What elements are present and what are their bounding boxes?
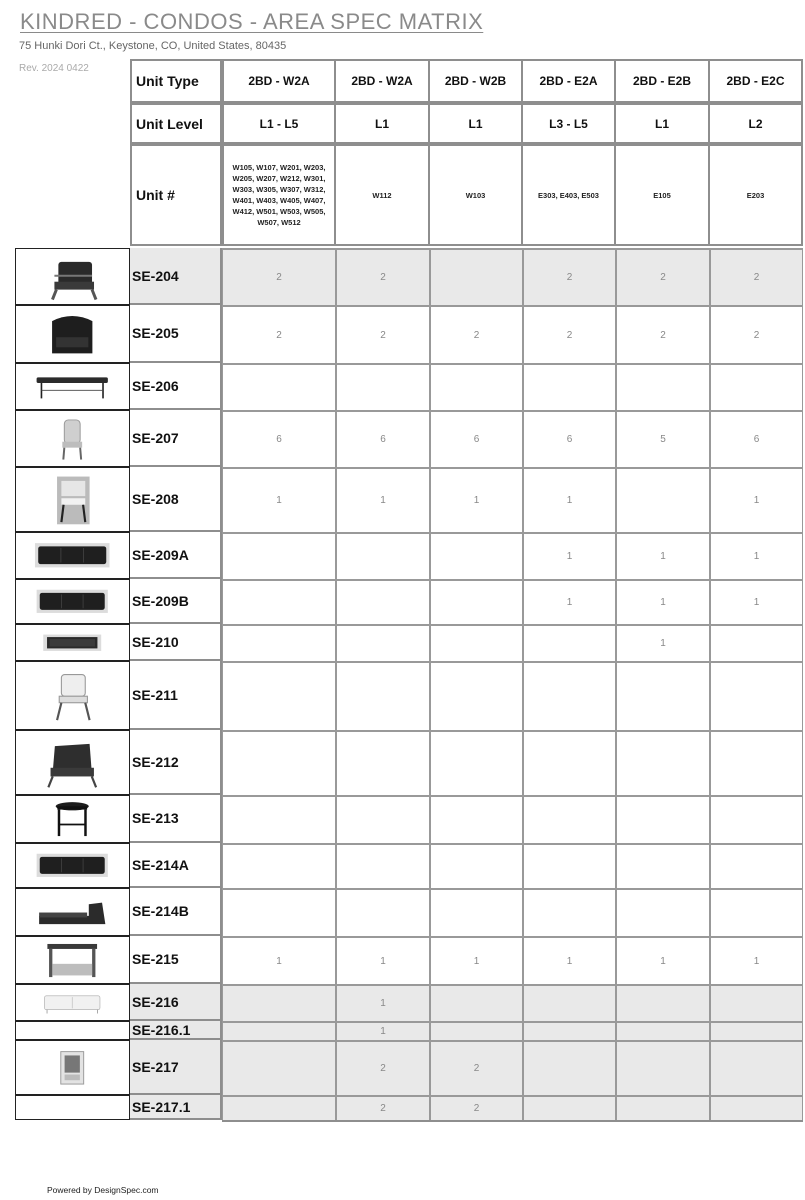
unit-type-header: 2BD - E2A <box>521 59 616 103</box>
item-code[interactable]: SE-213 <box>130 795 222 843</box>
item-thumbnail <box>15 1040 130 1095</box>
quantity-cell: 2 <box>336 1095 430 1120</box>
quantity-cell <box>523 843 616 888</box>
item-code[interactable]: SE-209B <box>130 579 222 624</box>
table-row <box>0 532 805 579</box>
quantity-cell: 1 <box>710 532 803 579</box>
quantity-cell: 2 <box>222 305 336 363</box>
unit-numbers-header: E303, E403, E503 <box>521 144 616 246</box>
table-row <box>0 467 805 532</box>
table-row <box>0 730 805 795</box>
lounge-chair-icon <box>18 252 126 302</box>
quantity-cell <box>222 1040 336 1095</box>
unit-numbers-header: E203 <box>708 144 803 246</box>
quantity-cell: 1 <box>616 532 710 579</box>
quantity-cell <box>616 1040 710 1095</box>
quantity-cell: 1 <box>616 936 710 984</box>
unit-type-header: 2BD - W2B <box>428 59 523 103</box>
table-row <box>0 305 805 363</box>
table-row <box>0 624 805 661</box>
quantity-cell: 2 <box>616 305 710 363</box>
revision-label: Rev. 2024 0422 <box>19 63 89 74</box>
quantity-cell <box>430 661 523 730</box>
table-row <box>0 936 805 984</box>
quantity-cell <box>710 984 803 1021</box>
item-code[interactable]: SE-217.1 <box>130 1095 222 1120</box>
quantity-cell <box>336 730 430 795</box>
quantity-cell: 2 <box>430 305 523 363</box>
quantity-cell <box>336 888 430 936</box>
unit-number-label: Unit # <box>130 144 222 246</box>
quantity-cell: 5 <box>616 410 710 467</box>
quantity-cell: 6 <box>222 410 336 467</box>
quantity-cell <box>523 795 616 843</box>
item-thumbnail <box>15 661 130 730</box>
unit-numbers-header: W105, W107, W201, W203, W205, W207, W212, W301, W303, W305, W307, W312, W401, W403, W405, W407, W412, W501, W503, W505, W507, W512 <box>222 144 336 246</box>
item-thumbnail <box>15 248 130 305</box>
quantity-cell <box>523 1095 616 1120</box>
item-code[interactable]: SE-207 <box>130 410 222 467</box>
item-thumbnail <box>15 305 130 363</box>
unit-level-label: Unit Level <box>130 103 222 144</box>
quantity-cell: 1 <box>523 532 616 579</box>
quantity-cell <box>430 624 523 661</box>
quantity-cell <box>616 1095 710 1120</box>
quantity-cell <box>523 730 616 795</box>
quantity-cell <box>430 984 523 1021</box>
item-thumbnail <box>15 795 130 843</box>
item-code[interactable]: SE-204 <box>130 248 222 305</box>
quantity-cell <box>710 1040 803 1095</box>
quantity-cell <box>523 661 616 730</box>
sofa-icon <box>18 582 126 621</box>
item-code[interactable]: SE-205 <box>130 305 222 363</box>
quantity-cell <box>710 795 803 843</box>
table-row <box>0 984 805 1021</box>
quantity-cell <box>616 363 710 410</box>
console-table-icon <box>18 939 126 980</box>
quantity-cell <box>616 1021 710 1040</box>
quantity-cell <box>222 661 336 730</box>
powered-by-footer[interactable]: Powered by DesignSpec.com <box>47 1185 159 1195</box>
quantity-cell: 1 <box>616 624 710 661</box>
item-thumbnail <box>15 984 130 1021</box>
unit-type-header: 2BD - W2A <box>222 59 336 103</box>
stool-icon <box>18 798 126 839</box>
quantity-cell <box>710 661 803 730</box>
quantity-cell <box>222 888 336 936</box>
quantity-cell <box>222 843 336 888</box>
quantity-cell: 2 <box>336 305 430 363</box>
item-thumbnail <box>15 1021 130 1040</box>
item-code[interactable]: SE-216.1 <box>130 1021 222 1040</box>
quantity-cell <box>710 888 803 936</box>
unit-type-header: 2BD - E2C <box>708 59 803 103</box>
item-code[interactable]: SE-214A <box>130 843 222 888</box>
table-row <box>0 1021 805 1040</box>
quantity-cell: 2 <box>430 1095 523 1120</box>
quantity-cell <box>616 795 710 843</box>
quantity-cell <box>710 1021 803 1040</box>
table-row <box>0 248 805 305</box>
unit-level-header: L2 <box>708 103 803 144</box>
quantity-cell: 1 <box>523 579 616 624</box>
quantity-cell: 1 <box>710 467 803 532</box>
table-bottom-border <box>222 1120 803 1122</box>
quantity-cell <box>336 363 430 410</box>
quantity-cell: 2 <box>523 305 616 363</box>
quantity-cell: 6 <box>523 410 616 467</box>
table-row <box>0 579 805 624</box>
quantity-cell <box>523 624 616 661</box>
quantity-cell <box>430 579 523 624</box>
side-chair-icon <box>18 665 126 725</box>
quantity-cell: 6 <box>336 410 430 467</box>
quantity-cell <box>336 532 430 579</box>
unit-type-header: 2BD - E2B <box>614 59 710 103</box>
quantity-cell <box>710 624 803 661</box>
page-title: KINDRED - CONDOS - AREA SPEC MATRIX <box>20 9 484 34</box>
quantity-cell: 2 <box>222 248 336 305</box>
quantity-cell <box>222 730 336 795</box>
quantity-cell <box>430 843 523 888</box>
table-row <box>0 1095 805 1120</box>
quantity-cell: 1 <box>222 936 336 984</box>
item-thumbnail <box>15 888 130 936</box>
quantity-cell: 1 <box>616 579 710 624</box>
quantity-cell <box>710 843 803 888</box>
outdoor-chair-icon <box>18 1044 126 1092</box>
quantity-cell <box>336 624 430 661</box>
quantity-cell <box>523 1021 616 1040</box>
quantity-cell: 1 <box>222 467 336 532</box>
quantity-cell: 1 <box>523 467 616 532</box>
item-code[interactable]: SE-209A <box>130 532 222 579</box>
quantity-cell <box>616 467 710 532</box>
quantity-cell: 6 <box>430 410 523 467</box>
unit-numbers-header: W103 <box>428 144 523 246</box>
quantity-cell <box>616 843 710 888</box>
quantity-cell: 1 <box>710 579 803 624</box>
quantity-cell: 1 <box>430 467 523 532</box>
unit-numbers-header: W112 <box>334 144 430 246</box>
item-thumbnail <box>15 936 130 984</box>
bench-icon <box>18 366 126 407</box>
quantity-cell: 2 <box>336 248 430 305</box>
unit-level-header: L3 - L5 <box>521 103 616 144</box>
counter-stool-icon <box>18 471 126 528</box>
quantity-cell <box>616 730 710 795</box>
item-code[interactable]: SE-208 <box>130 467 222 532</box>
item-thumbnail <box>15 363 130 410</box>
quantity-cell <box>430 532 523 579</box>
quantity-cell <box>222 363 336 410</box>
quantity-cell <box>336 579 430 624</box>
table-row <box>0 661 805 730</box>
quantity-cell <box>336 661 430 730</box>
quantity-cell <box>222 579 336 624</box>
dining-chair-icon <box>18 414 126 464</box>
item-code[interactable]: SE-216 <box>130 984 222 1021</box>
ottoman-icon <box>18 627 126 659</box>
quantity-cell: 1 <box>430 936 523 984</box>
quantity-cell <box>222 624 336 661</box>
quantity-cell: 2 <box>710 305 803 363</box>
item-thumbnail <box>15 1095 130 1120</box>
quantity-cell: 2 <box>430 1040 523 1095</box>
item-code[interactable]: SE-210 <box>130 624 222 661</box>
item-code[interactable]: SE-217 <box>130 1040 222 1095</box>
unit-numbers-header: E105 <box>614 144 710 246</box>
quantity-cell <box>710 1095 803 1120</box>
quantity-cell: 1 <box>336 467 430 532</box>
quantity-cell: 6 <box>710 410 803 467</box>
quantity-cell <box>430 730 523 795</box>
quantity-cell: 1 <box>336 1021 430 1040</box>
item-code[interactable]: SE-214B <box>130 888 222 936</box>
sofa-icon <box>18 846 126 885</box>
quantity-cell <box>523 1040 616 1095</box>
quantity-cell <box>222 795 336 843</box>
sofa-icon <box>18 535 126 576</box>
label-bottom-border <box>15 1119 130 1120</box>
quantity-cell: 1 <box>523 936 616 984</box>
unit-level-header: L1 <box>428 103 523 144</box>
quantity-cell <box>430 1021 523 1040</box>
swivel-chair-icon <box>18 309 126 359</box>
unit-level-header: L1 <box>614 103 710 144</box>
quantity-cell: 2 <box>523 248 616 305</box>
quantity-cell <box>336 843 430 888</box>
quantity-cell <box>710 363 803 410</box>
quantity-cell <box>222 984 336 1021</box>
accent-chair-icon <box>18 734 126 791</box>
unit-type-label: Unit Type <box>130 59 222 103</box>
quantity-cell <box>222 1095 336 1120</box>
quantity-cell <box>616 661 710 730</box>
white-sofa-icon <box>18 987 126 1019</box>
quantity-cell <box>336 795 430 843</box>
quantity-cell <box>430 795 523 843</box>
item-thumbnail <box>15 624 130 661</box>
quantity-cell <box>523 363 616 410</box>
table-row <box>0 410 805 467</box>
quantity-cell: 2 <box>336 1040 430 1095</box>
quantity-cell: 2 <box>616 248 710 305</box>
unit-level-header: L1 - L5 <box>222 103 336 144</box>
item-thumbnail <box>15 579 130 624</box>
quantity-cell: 1 <box>336 936 430 984</box>
quantity-cell <box>222 1021 336 1040</box>
quantity-cell <box>616 984 710 1021</box>
chaise-icon <box>18 891 126 932</box>
item-thumbnail <box>15 410 130 467</box>
project-address: 75 Hunki Dori Ct., Keystone, CO, United States, 80435 <box>19 40 287 52</box>
quantity-cell <box>430 363 523 410</box>
item-code[interactable]: SE-212 <box>130 730 222 795</box>
quantity-cell <box>710 730 803 795</box>
unit-level-header: L1 <box>334 103 430 144</box>
item-thumbnail <box>15 730 130 795</box>
quantity-cell <box>523 888 616 936</box>
table-row <box>0 363 805 410</box>
item-thumbnail <box>15 532 130 579</box>
item-code[interactable]: SE-211 <box>130 661 222 730</box>
item-thumbnail <box>15 843 130 888</box>
table-row <box>0 795 805 843</box>
quantity-cell <box>523 984 616 1021</box>
quantity-cell <box>222 532 336 579</box>
item-code[interactable]: SE-206 <box>130 363 222 410</box>
quantity-cell: 1 <box>710 936 803 984</box>
quantity-cell <box>430 888 523 936</box>
item-thumbnail <box>15 467 130 532</box>
quantity-cell: 1 <box>336 984 430 1021</box>
unit-type-header: 2BD - W2A <box>334 59 430 103</box>
quantity-cell: 2 <box>710 248 803 305</box>
table-row <box>0 843 805 888</box>
quantity-cell <box>430 248 523 305</box>
item-code[interactable]: SE-215 <box>130 936 222 984</box>
quantity-cell <box>616 888 710 936</box>
table-row <box>0 888 805 936</box>
table-row <box>0 1040 805 1095</box>
